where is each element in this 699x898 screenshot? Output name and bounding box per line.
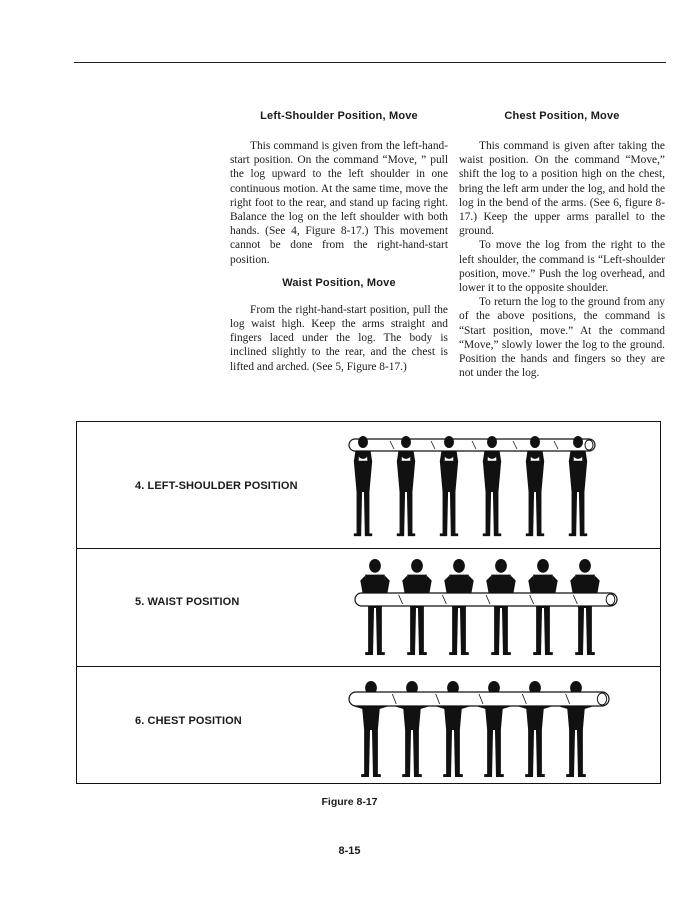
figure-8-17 bbox=[76, 421, 661, 784]
left-column bbox=[230, 110, 448, 374]
soldier-figure bbox=[440, 446, 458, 536]
soldier-figure bbox=[483, 446, 501, 536]
right-column bbox=[459, 110, 665, 380]
soldier-head bbox=[487, 436, 497, 448]
soldier-figure bbox=[528, 559, 557, 655]
paragraph-left-shoulder: This command is given from the left-hand-start position. On the command “Move, ” pull the log upward to the left shoulder in one continuous motion. At the same time, move the right foot to the rear, and stand up facing right. Balance the log on the left shoulder with both hands. (See 4, Figure 8-17.) This movement cannot be done from the right-hand-start position. bbox=[230, 140, 448, 266]
soldier-figure bbox=[354, 446, 372, 536]
paragraph-waist: From the right-hand-start position, pull the log waist high. Keep the arms straight and fingers laced under the log. The body is inclined slightly to the rear, and the chest is lifted and arched. (See 5, Figure 8-17.) bbox=[230, 303, 448, 373]
soldier-figure bbox=[360, 559, 389, 655]
soldier-figure bbox=[402, 559, 431, 655]
log bbox=[349, 439, 595, 451]
soldier-figure bbox=[569, 446, 587, 536]
soldier-head bbox=[573, 436, 583, 448]
soldier-head bbox=[444, 436, 454, 448]
soldier-head bbox=[358, 436, 368, 448]
panel-label-left-shoulder: 4. LEFT-SHOULDER POSITION bbox=[135, 480, 298, 492]
heading-waist: Waist Position, Move bbox=[282, 276, 396, 289]
paragraph-chest-2: To move the log from the right to the left shoulder, the command is “Left-shoulder position, move.” Push the log overhead, and lower it to the opposite shoulder. bbox=[459, 239, 665, 295]
panel-waist bbox=[77, 549, 660, 667]
panel-label-waist: 5. WAIST POSITION bbox=[135, 596, 240, 608]
soldier-figure bbox=[444, 559, 473, 655]
top-rule bbox=[74, 62, 666, 63]
heading-chest: Chest Position, Move bbox=[504, 110, 620, 122]
soldier-figure bbox=[486, 559, 515, 655]
illustration-chest bbox=[345, 673, 615, 783]
log bbox=[349, 692, 609, 706]
paragraph-chest-3: To return the log to the ground from any of the above positions, the command is “Start position, move.” At the command “Move,” slowly lower the log to the ground. Position the hands and fingers so they are not under the log. bbox=[459, 296, 665, 380]
paragraph-chest-1: This command is given after taking the waist position. On the command “Move,” shift the log to a position high on the chest, bring the left arm under the log, and hold the log in the bend of the arms. (See 6, figure 8-17.) Keep the upper arms parallel to the ground. bbox=[459, 140, 665, 238]
illustration-left-shoulder bbox=[345, 428, 605, 545]
illustration-waist bbox=[353, 553, 623, 663]
soldier-figure bbox=[397, 446, 415, 536]
heading-left-shoulder: Left-Shoulder Position, Move bbox=[260, 110, 418, 122]
soldier-figure bbox=[570, 559, 599, 655]
figure-caption: Figure 8-17 bbox=[321, 796, 378, 808]
panel-label-chest: 6. CHEST POSITION bbox=[135, 715, 242, 727]
soldier-head bbox=[401, 436, 411, 448]
soldier-head bbox=[530, 436, 540, 448]
panel-left-shoulder bbox=[77, 422, 660, 549]
soldier-figure bbox=[526, 446, 544, 536]
log bbox=[355, 593, 617, 606]
page-number: 8-15 bbox=[338, 845, 361, 857]
panel-chest bbox=[77, 667, 660, 783]
